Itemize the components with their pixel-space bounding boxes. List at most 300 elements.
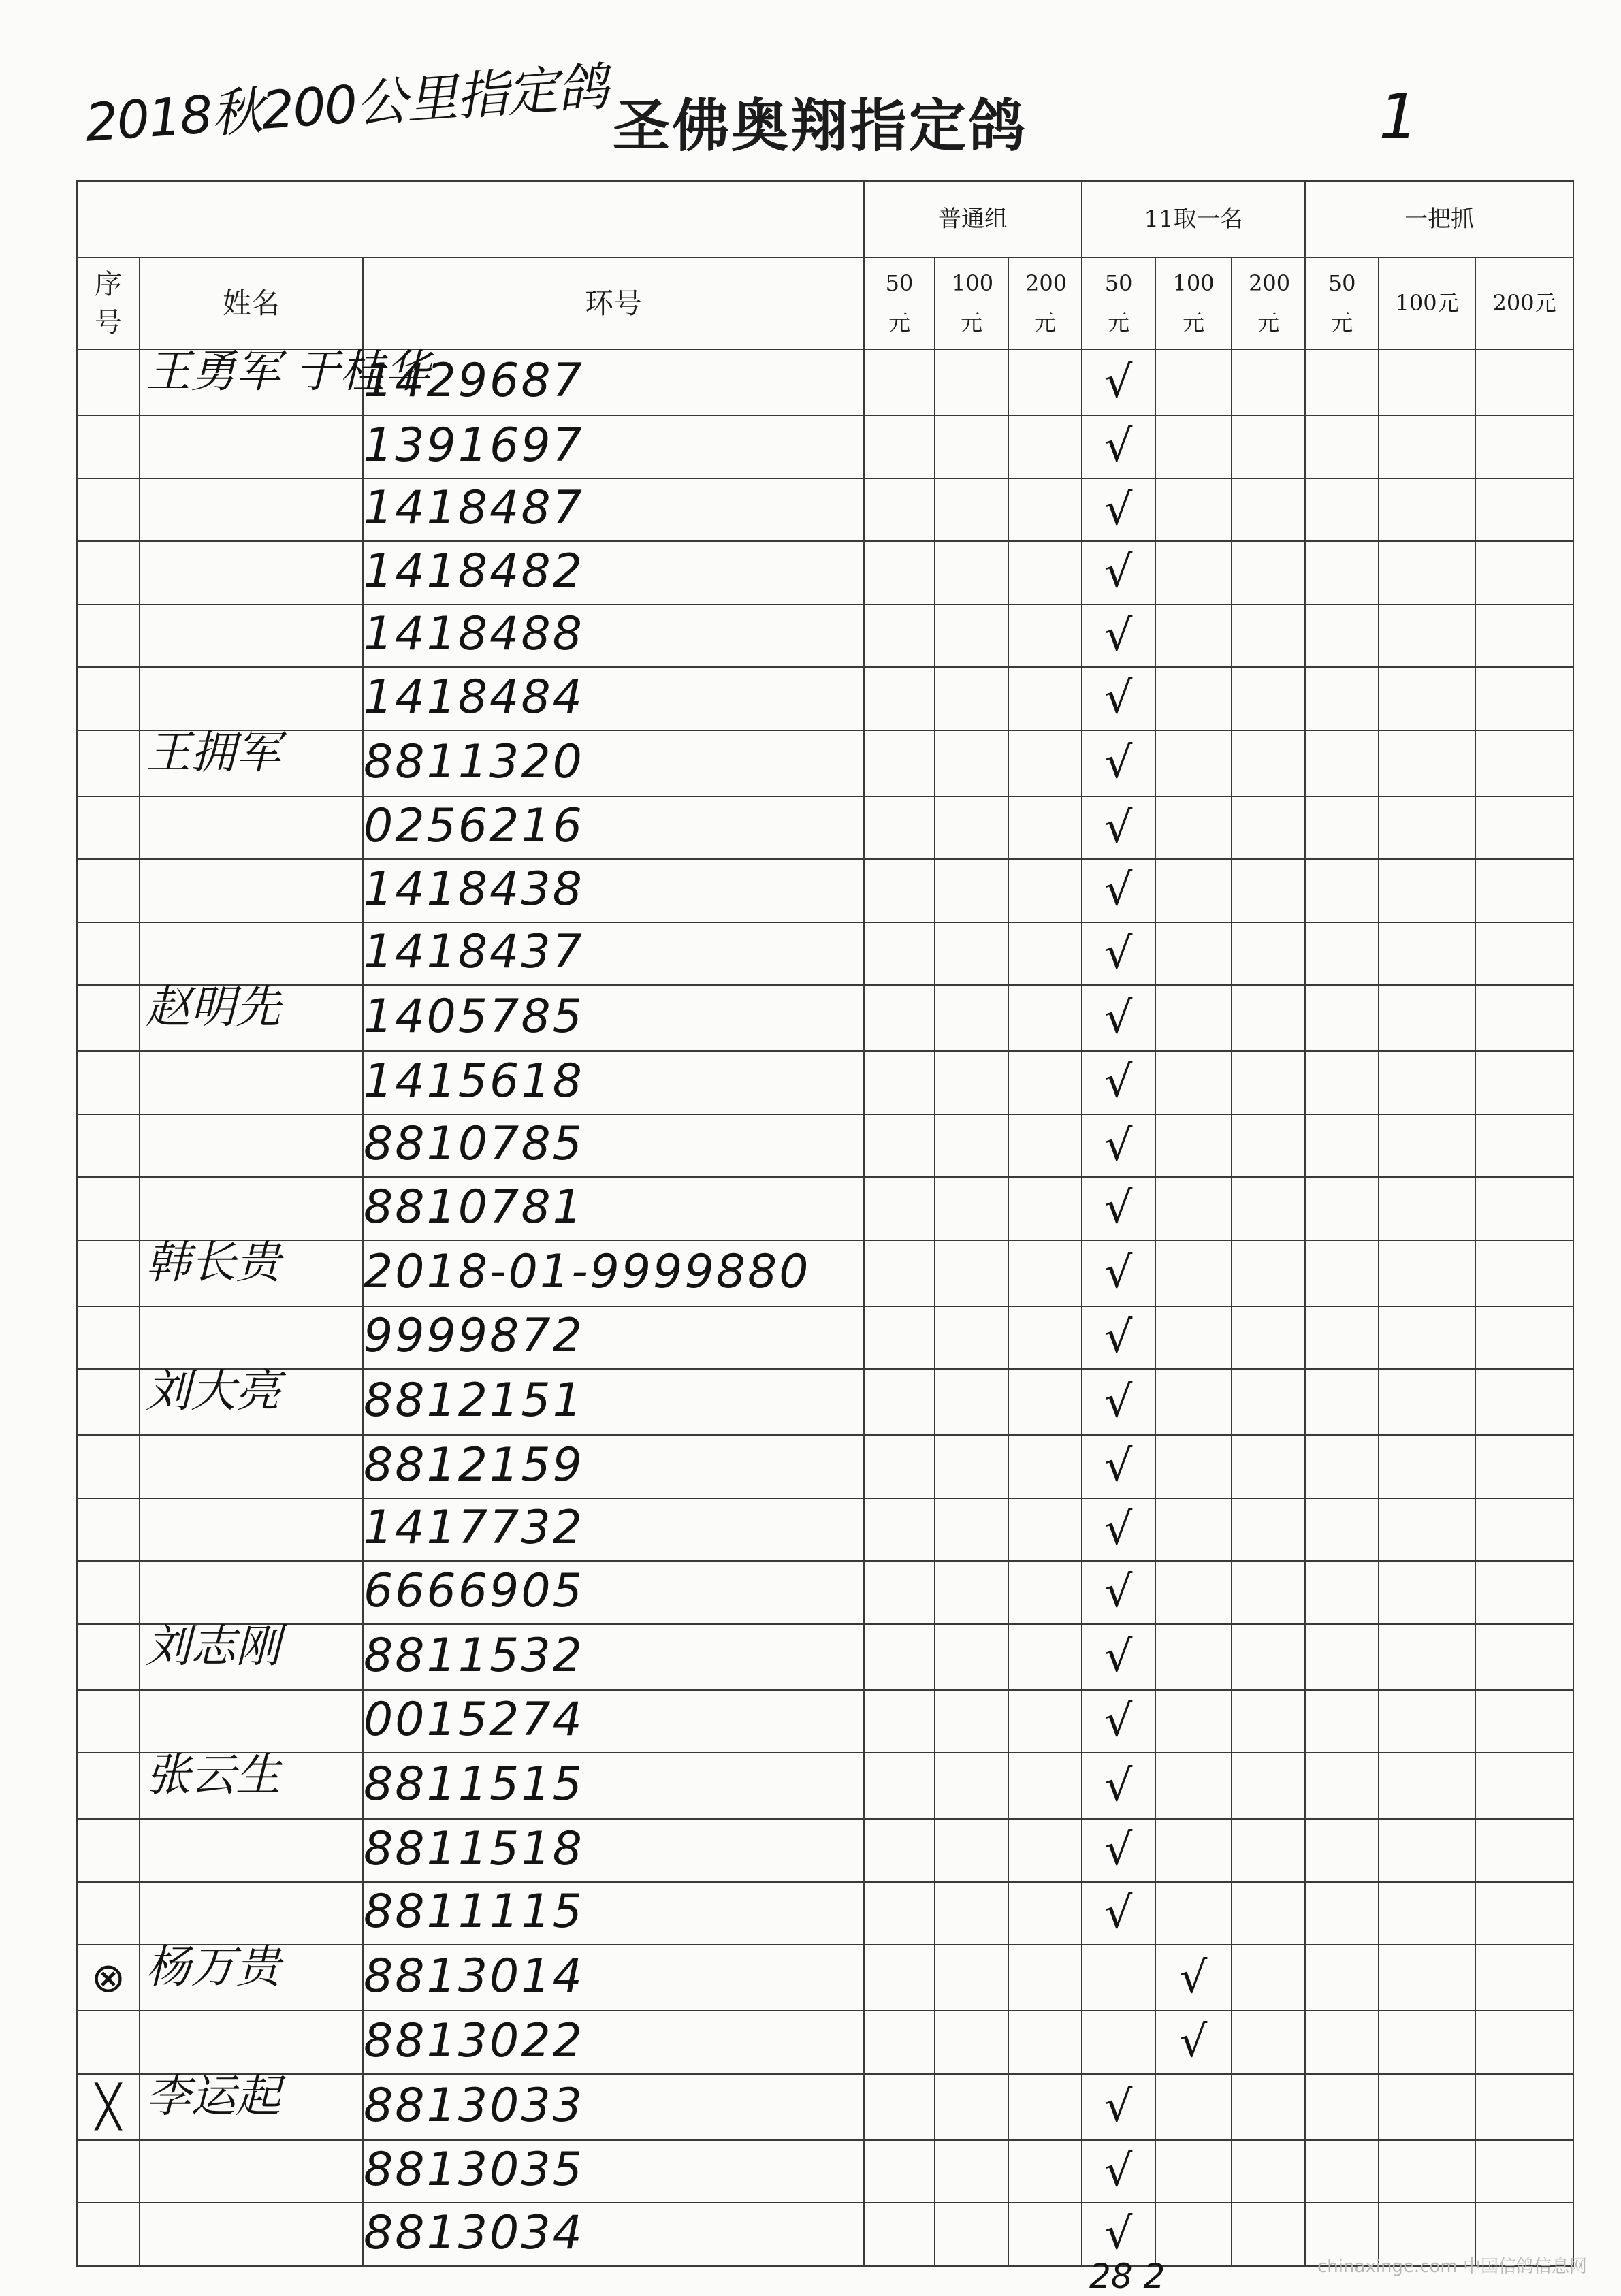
table-row — [77, 667, 1573, 730]
ring-number: 2018-01-9999880 — [364, 1244, 811, 1299]
price-cell — [864, 2140, 935, 2203]
price-cell — [1379, 604, 1475, 668]
price-cell — [1082, 1435, 1155, 1498]
row-name-cell — [140, 922, 363, 986]
price-cell — [935, 2011, 1008, 2074]
price-cell — [864, 922, 935, 986]
price-cell — [1475, 1306, 1573, 1370]
price-cell — [1305, 922, 1379, 986]
column-header-name: 姓名 — [140, 257, 363, 349]
table-row — [77, 1945, 1573, 2011]
price-cell — [1232, 541, 1305, 604]
price-cell — [935, 796, 1008, 860]
price-cell — [864, 2074, 935, 2140]
price-cell — [935, 985, 1008, 1051]
price-header: 200元 — [1475, 257, 1573, 349]
price-cell — [1082, 1819, 1155, 1882]
price-cell — [1082, 796, 1155, 860]
row-seq-mark — [77, 1498, 140, 1562]
price-cell — [1475, 2140, 1573, 2203]
table-row — [77, 859, 1573, 922]
price-cell — [1475, 604, 1573, 668]
price-cell — [1379, 1369, 1475, 1435]
price-cell — [1155, 859, 1232, 922]
price-cell — [935, 1306, 1008, 1370]
row-name-cell — [140, 1749, 363, 1819]
row-name-cell — [140, 2011, 363, 2074]
registration-table — [76, 180, 1574, 2267]
price-cell — [1082, 1051, 1155, 1114]
row-seq-mark — [77, 415, 140, 479]
table-row — [77, 2074, 1573, 2140]
price-cell — [1008, 796, 1082, 860]
row-ring-cell — [363, 415, 864, 479]
ring-number: 1418438 — [364, 862, 584, 916]
header-blank-cell — [77, 181, 864, 257]
price-cell — [1155, 2074, 1232, 2140]
table-body — [77, 345, 1573, 2266]
row-ring-cell — [363, 2074, 864, 2140]
table-row — [77, 1753, 1573, 1819]
check-mark-icon: √ — [1104, 2146, 1133, 2197]
price-cell — [1379, 796, 1475, 860]
price-cell — [1008, 1561, 1082, 1624]
price-cell — [1155, 1819, 1232, 1882]
price-cell — [1232, 1114, 1305, 1178]
price-cell — [1232, 1882, 1305, 1945]
price-cell — [1475, 1753, 1573, 1819]
price-cell — [1305, 1945, 1379, 2011]
price-cell — [1082, 1114, 1155, 1178]
price-cell — [1082, 415, 1155, 479]
price-cell — [864, 1177, 935, 1240]
table-row — [77, 985, 1573, 1051]
price-cell — [935, 1177, 1008, 1240]
price-cell — [864, 1882, 935, 1945]
price-cell — [1008, 1498, 1082, 1562]
price-cell — [1475, 985, 1573, 1051]
table-row — [77, 2011, 1573, 2074]
price-cell — [935, 1561, 1008, 1624]
price-cell — [1082, 1624, 1155, 1690]
row-ring-cell — [363, 2203, 864, 2266]
owner-name: 刘大亮 — [146, 1365, 280, 1417]
row-name-cell — [140, 667, 363, 730]
check-mark-icon: √ — [1104, 610, 1133, 661]
price-cell — [935, 1498, 1008, 1562]
price-cell — [864, 1369, 935, 1435]
price-cell — [1082, 667, 1155, 730]
price-cell — [1155, 1051, 1232, 1114]
price-cell — [935, 1753, 1008, 1819]
price-cell — [1305, 415, 1379, 479]
price-cell — [864, 604, 935, 668]
price-cell — [1379, 1690, 1475, 1753]
price-cell — [1379, 1114, 1475, 1178]
price-cell — [935, 1369, 1008, 1435]
check-mark-icon: √ — [1104, 547, 1133, 598]
price-cell — [1082, 1561, 1155, 1624]
price-cell — [1008, 541, 1082, 604]
price-cell — [1008, 859, 1082, 922]
row-ring-cell — [363, 922, 864, 986]
ring-number: 1418488 — [364, 607, 584, 662]
ring-number: 8813034 — [364, 2205, 584, 2260]
price-cell — [1305, 349, 1379, 415]
price-cell — [864, 1819, 935, 1882]
row-ring-cell — [363, 604, 864, 668]
table-row — [77, 1882, 1573, 1945]
price-cell — [1155, 1882, 1232, 1945]
row-name-cell — [140, 1561, 363, 1624]
price-cell — [1232, 604, 1305, 668]
ring-number: 1405785 — [364, 990, 584, 1044]
price-cell — [935, 2203, 1008, 2266]
price-cell — [1305, 1306, 1379, 1370]
handwritten-header-note: 2018秋200公里指定鸽 — [83, 56, 610, 153]
price-cell — [864, 415, 935, 479]
watermark: chinaxinge.com 中国信鸽信息网 — [1317, 2257, 1587, 2277]
row-ring-cell — [363, 1498, 864, 1562]
row-ring-cell — [363, 1690, 864, 1753]
row-seq-mark: ╳ — [77, 2074, 140, 2140]
price-cell — [935, 1624, 1008, 1690]
price-cell — [935, 922, 1008, 986]
price-cell — [1155, 1369, 1232, 1435]
row-seq-mark — [77, 2203, 140, 2266]
ring-number: 1391697 — [364, 418, 584, 472]
row-ring-cell — [363, 730, 864, 796]
row-seq-mark — [77, 604, 140, 668]
price-cell — [935, 1945, 1008, 2011]
table-row — [77, 922, 1573, 986]
ring-number: 0256216 — [364, 799, 584, 854]
price-cell — [1008, 1435, 1082, 1498]
price-cell — [1232, 349, 1305, 415]
check-mark-icon: √ — [1104, 1888, 1133, 1939]
price-cell — [1379, 667, 1475, 730]
check-mark-icon: √ — [1104, 357, 1133, 408]
price-cell — [1232, 1624, 1305, 1690]
row-ring-cell — [363, 1306, 864, 1370]
ring-number: 1418487 — [364, 481, 584, 536]
price-cell — [864, 1945, 935, 2011]
price-cell — [1082, 479, 1155, 542]
row-seq-mark — [77, 479, 140, 542]
price-cell — [864, 859, 935, 922]
price-cell — [1082, 1498, 1155, 1562]
price-cell — [1082, 730, 1155, 796]
price-cell — [1155, 479, 1232, 542]
row-seq-mark — [77, 667, 140, 730]
ring-number: 8813033 — [364, 2078, 584, 2133]
check-mark-icon: √ — [1104, 1441, 1133, 1492]
price-cell — [864, 349, 935, 415]
price-cell — [1305, 1051, 1379, 1114]
price-cell — [1379, 2011, 1475, 2074]
price-header: 50元 — [1305, 257, 1379, 349]
price-cell — [935, 1882, 1008, 1945]
price-cell — [1155, 2011, 1232, 2074]
row-seq-mark — [77, 796, 140, 860]
price-cell — [1475, 1819, 1573, 1882]
row-seq-mark — [77, 1177, 140, 1240]
price-cell — [1082, 2074, 1155, 2140]
price-cell — [1008, 1753, 1082, 1819]
price-cell — [864, 2011, 935, 2074]
price-cell — [935, 2140, 1008, 2203]
price-cell — [1305, 1624, 1379, 1690]
row-seq-mark — [77, 1882, 140, 1945]
price-cell — [1475, 1240, 1573, 1306]
price-cell — [1232, 1369, 1305, 1435]
price-cell — [1305, 1882, 1379, 1945]
price-cell — [1232, 1690, 1305, 1753]
price-cell — [1155, 1177, 1232, 1240]
price-cell — [864, 667, 935, 730]
row-ring-cell — [363, 859, 864, 922]
row-name-cell — [140, 1365, 363, 1435]
price-cell — [1475, 1690, 1573, 1753]
price-cell — [1232, 730, 1305, 796]
price-cell — [1232, 1435, 1305, 1498]
price-header: 200元 — [1232, 257, 1305, 349]
owner-name: 王勇军 于桂华 — [146, 345, 430, 398]
row-ring-cell — [363, 1945, 864, 2011]
group-header-sweep-all: 一把抓 — [1305, 181, 1573, 257]
ring-number: 8811320 — [364, 734, 584, 789]
price-cell — [1475, 1114, 1573, 1178]
price-cell — [935, 1690, 1008, 1753]
price-cell — [864, 1435, 935, 1498]
check-mark-icon: √ — [1104, 1567, 1133, 1618]
price-cell — [1475, 1945, 1573, 2011]
row-name-cell — [140, 415, 363, 479]
row-name-cell — [140, 2069, 363, 2140]
price-cell — [1305, 1561, 1379, 1624]
row-ring-cell — [363, 1561, 864, 1624]
price-cell — [1232, 2203, 1305, 2266]
price-cell — [864, 2203, 935, 2266]
price-cell — [1475, 922, 1573, 986]
group-header-11-pick-1: 11取一名 — [1082, 181, 1305, 257]
row-ring-cell — [363, 1051, 864, 1114]
price-cell — [1008, 349, 1082, 415]
price-cell — [1155, 667, 1232, 730]
price-cell — [1155, 1753, 1232, 1819]
price-cell — [1232, 985, 1305, 1051]
ring-number: 9999872 — [364, 1309, 584, 1363]
price-cell — [1475, 1051, 1573, 1114]
price-cell — [1379, 541, 1475, 604]
price-cell — [1379, 2074, 1475, 2140]
price-cell — [1008, 2011, 1082, 2074]
price-cell — [1232, 1561, 1305, 1624]
price-cell — [1379, 415, 1475, 479]
price-cell — [1155, 1561, 1232, 1624]
row-ring-cell — [363, 479, 864, 542]
price-cell — [935, 1051, 1008, 1114]
row-seq-mark — [77, 349, 140, 415]
price-cell — [1232, 1819, 1305, 1882]
document-title: 圣佛奥翔指定鸽 — [613, 93, 1028, 159]
row-seq-mark — [77, 541, 140, 604]
price-cell — [1155, 796, 1232, 860]
price-cell — [1232, 859, 1305, 922]
column-header-ring: 环号 — [363, 257, 864, 349]
row-seq-mark — [77, 1690, 140, 1753]
owner-name: 杨万贵 — [146, 1941, 280, 1993]
price-cell — [1008, 667, 1082, 730]
row-seq-mark — [77, 2140, 140, 2203]
price-cell — [1008, 922, 1082, 986]
table-row — [77, 1177, 1573, 1240]
price-cell — [1232, 1177, 1305, 1240]
price-cell — [864, 1561, 935, 1624]
row-name-cell — [140, 1435, 363, 1498]
row-name-cell — [140, 726, 363, 796]
row-seq-mark — [77, 2011, 140, 2074]
price-cell — [1008, 479, 1082, 542]
price-cell — [1082, 985, 1155, 1051]
price-cell — [1475, 479, 1573, 542]
row-ring-cell — [363, 1819, 864, 1882]
price-cell — [1232, 796, 1305, 860]
row-name-cell — [140, 541, 363, 604]
row-ring-cell — [363, 796, 864, 860]
price-cell — [1475, 730, 1573, 796]
price-cell — [1232, 415, 1305, 479]
price-cell — [1305, 1690, 1379, 1753]
price-cell — [1475, 667, 1573, 730]
price-cell — [1155, 1624, 1232, 1690]
price-cell — [1475, 541, 1573, 604]
price-cell — [864, 796, 935, 860]
table-row — [77, 1498, 1573, 1562]
row-seq-mark — [77, 1561, 140, 1624]
row-name-cell — [140, 479, 363, 542]
table-row — [77, 730, 1573, 796]
table-row — [77, 1690, 1573, 1753]
price-cell — [1232, 479, 1305, 542]
table-row — [77, 479, 1573, 542]
price-cell — [1305, 859, 1379, 922]
price-cell — [1155, 1435, 1232, 1498]
row-name-cell — [140, 1819, 363, 1882]
price-cell — [1082, 349, 1155, 415]
price-cell — [935, 1819, 1008, 1882]
price-cell — [1082, 1945, 1155, 2011]
price-cell — [1379, 1882, 1475, 1945]
ring-number: 8810781 — [364, 1180, 584, 1234]
price-cell — [1305, 2011, 1379, 2074]
price-cell — [1155, 1240, 1232, 1306]
price-cell — [864, 1240, 935, 1306]
price-cell — [1475, 1882, 1573, 1945]
price-cell — [1475, 2011, 1573, 2074]
price-cell — [935, 730, 1008, 796]
price-cell — [1379, 349, 1475, 415]
price-cell — [1155, 1498, 1232, 1562]
price-cell — [1155, 349, 1232, 415]
row-ring-cell — [363, 541, 864, 604]
owner-name: 张云生 — [146, 1749, 280, 1801]
price-cell — [1379, 1306, 1475, 1370]
price-cell — [1379, 985, 1475, 1051]
price-cell — [935, 1435, 1008, 1498]
price-cell — [1305, 604, 1379, 668]
row-name-cell — [140, 1177, 363, 1240]
price-cell — [864, 1306, 935, 1370]
price-cell — [1082, 1177, 1155, 1240]
check-mark-icon: √ — [1104, 1057, 1133, 1108]
handwritten-footer-total: 28 2 — [1089, 2257, 1166, 2296]
row-name-cell — [140, 859, 363, 922]
price-cell — [1155, 2203, 1232, 2266]
row-seq-mark — [77, 1369, 140, 1435]
price-cell — [864, 1624, 935, 1690]
table-row — [77, 1306, 1573, 1370]
price-cell — [1008, 1819, 1082, 1882]
price-cell — [1008, 415, 1082, 479]
ring-number: 8811532 — [364, 1628, 584, 1683]
price-cell — [1475, 1177, 1573, 1240]
ring-number: 8813014 — [364, 1950, 584, 2003]
check-mark-icon: √ — [1104, 865, 1133, 916]
price-cell — [935, 541, 1008, 604]
check-mark-icon: √ — [1179, 1952, 1208, 2003]
price-cell — [1082, 1306, 1155, 1370]
row-name-cell — [140, 2203, 363, 2266]
table-row — [77, 1240, 1573, 1306]
row-seq-mark — [77, 730, 140, 796]
price-cell — [1379, 1753, 1475, 1819]
owner-name: 刘志刚 — [146, 1619, 280, 1672]
group-header-ordinary: 普通组 — [864, 181, 1082, 257]
price-cell — [1155, 415, 1232, 479]
row-seq-mark — [77, 1114, 140, 1178]
ring-number: 8811115 — [364, 1885, 584, 1939]
price-cell — [1379, 1624, 1475, 1690]
price-cell — [935, 1240, 1008, 1306]
price-cell — [1305, 479, 1379, 542]
price-cell — [1379, 922, 1475, 986]
price-cell — [1475, 415, 1573, 479]
check-mark-icon: √ — [1104, 1376, 1133, 1427]
row-seq-mark — [77, 1051, 140, 1114]
price-cell — [1475, 1435, 1573, 1498]
price-cell — [864, 730, 935, 796]
ring-number: 8812159 — [364, 1438, 584, 1492]
table-row — [77, 1819, 1573, 1882]
check-mark-icon: √ — [1104, 1120, 1133, 1171]
row-name-cell — [140, 796, 363, 860]
check-mark-icon: √ — [1104, 421, 1133, 472]
row-name-cell — [140, 1235, 363, 1306]
table-row — [77, 1435, 1573, 1498]
owner-name: 李运起 — [146, 2069, 280, 2122]
ring-number: 1418482 — [364, 544, 584, 598]
price-cell — [1232, 1240, 1305, 1306]
check-mark-icon: √ — [1104, 1632, 1133, 1682]
row-name-cell — [140, 1306, 363, 1370]
page-number: 1 — [1379, 80, 1419, 153]
row-seq-mark — [77, 859, 140, 922]
price-cell — [1475, 349, 1573, 415]
price-cell — [1379, 1561, 1475, 1624]
row-name-cell — [140, 2140, 363, 2203]
price-cell — [1008, 1882, 1082, 1945]
